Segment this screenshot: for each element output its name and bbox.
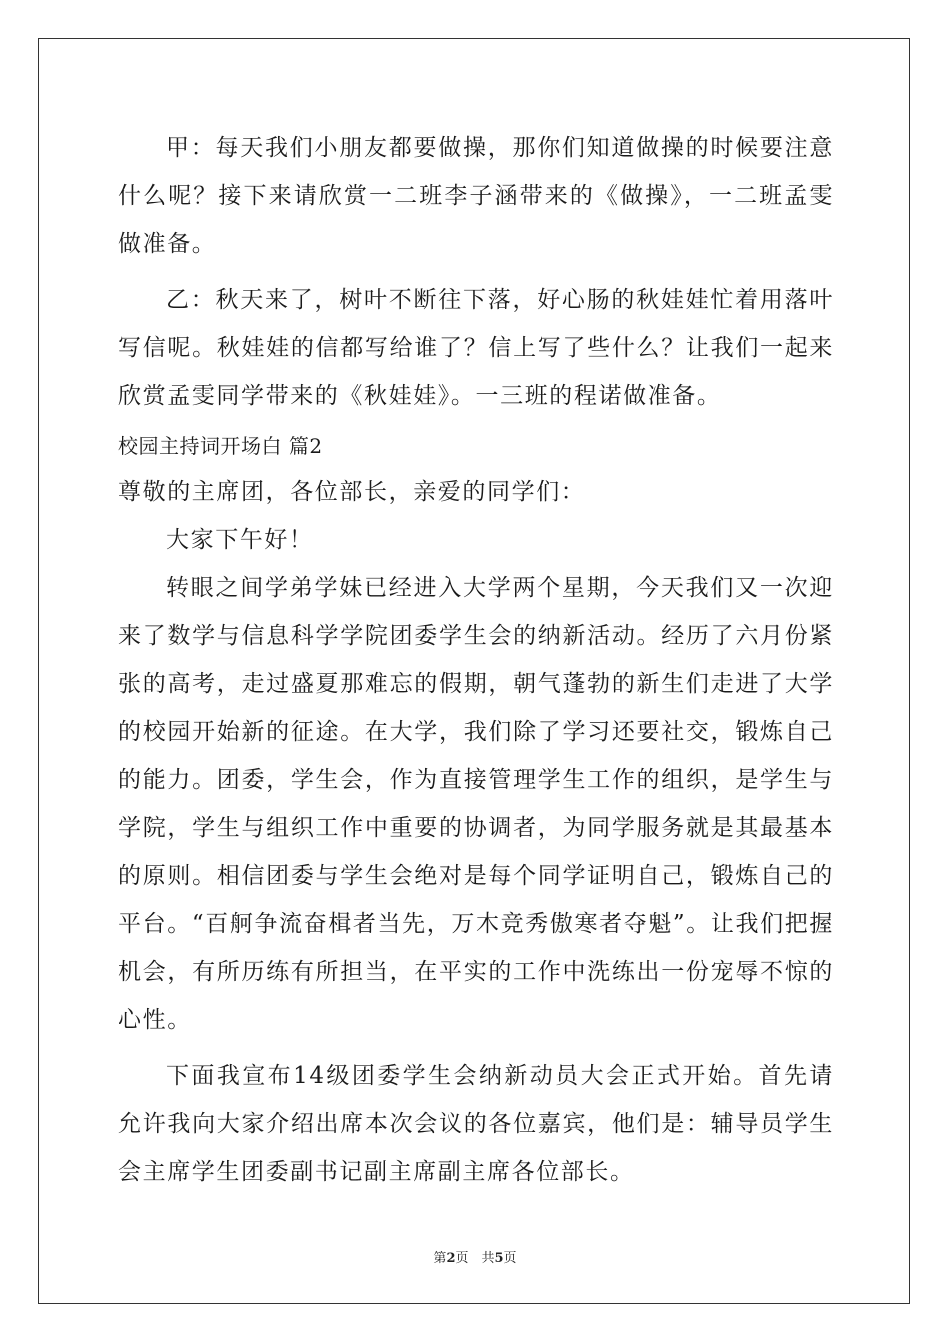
greeting: 大家下午好！ <box>166 527 314 553</box>
footer-total-pages: 5 <box>494 1251 504 1266</box>
page-footer <box>0 1247 950 1266</box>
footer-prefix: 第 <box>433 1251 447 1266</box>
document-body <box>118 124 834 1196</box>
footer-mid: 页 共 <box>455 1251 495 1266</box>
paragraph-yi: 乙：秋天来了，树叶不断往下落，好心肠的秋娃娃忙着用落叶写信呢。秋娃娃的信都写给谁了？信上写了些什么？让我们一起来欣赏孟雯同学带来的《秋娃娃》。一三班的程诺做准备。 <box>118 287 834 409</box>
section-heading: 校园主持词开场白 篇2 <box>118 434 323 458</box>
footer-current-page: 2 <box>446 1251 456 1266</box>
paragraph-jia: 甲：每天我们小朋友都要做操，那你们知道做操的时候要注意什么呢？接下来请欣赏一二班李子涵带来的《做操》，一二班孟雯做准备。 <box>118 135 834 257</box>
paragraph-intro: 转眼之间学弟学妹已经进入大学两个星期，今天我们又一次迎来了数学与信息科学学院团委学生会的纳新活动。经历了六月份紧张的高考，走过盛夏那难忘的假期，朝气蓬勃的新生们走进了大学的校园开始新的征途。在大学，我们除了学习还要社交，锻炼自己的能力。团委，学生会，作为直接管理学生工作的组织，是学生与学院，学生与组织工作中重要的协调者，为同学服务就是其最基本的原则。相信团委与学生会绝对是每个同学证明自己，锻炼自己的平台。“百舸争流奋楫者当先，万木竞秀傲寒者夺魁”。让我们把握机会，有所历练有所担当，在平实的工作中洗练出一份宠辱不惊的心性。 <box>118 575 834 1033</box>
paragraph-announcement: 下面我宣布14级团委学生会纳新动员大会正式开始。首先请允许我向大家介绍出席本次会议的各位嘉宾，他们是：辅导员学生会主席学生团委副书记副主席副主席各位部长。 <box>118 1063 834 1185</box>
salutation: 尊敬的主席团，各位部长，亲爱的同学们： <box>118 479 586 505</box>
footer-suffix: 页 <box>503 1251 517 1266</box>
